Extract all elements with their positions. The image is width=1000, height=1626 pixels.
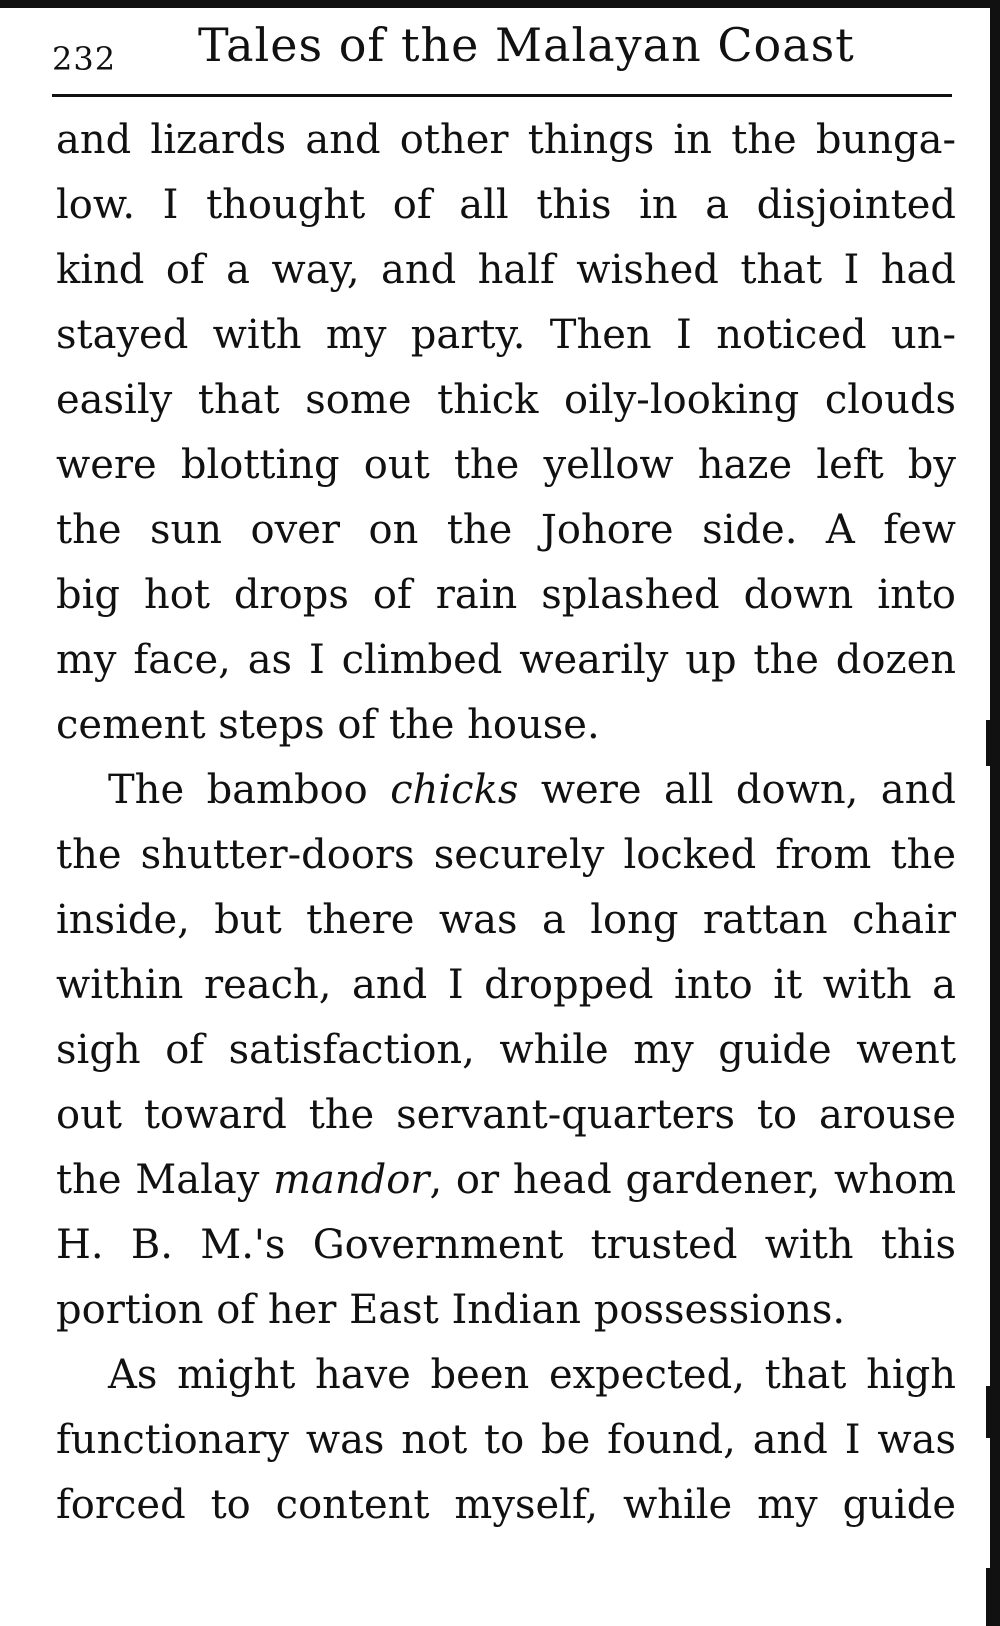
text-segment: the Malay bbox=[56, 1157, 274, 1203]
text-line: cement steps of the house. bbox=[56, 702, 600, 748]
text-line: the sun over on the Johore side. A few bbox=[56, 507, 956, 553]
scan-artifact-mark bbox=[986, 720, 992, 766]
text-segment: The bamboo bbox=[108, 767, 391, 813]
text-line: within reach, and I dropped into it with a bbox=[56, 962, 956, 1008]
italic-term: chicks bbox=[390, 767, 519, 813]
text-segment: , or head gardener, whom bbox=[429, 1157, 957, 1203]
text-line: portion of her East Indian possessions. bbox=[56, 1287, 846, 1333]
text-line: forced to content myself, while my guide bbox=[56, 1482, 956, 1528]
text-line bbox=[56, 1148, 956, 1213]
scan-artifact-mark bbox=[986, 1386, 992, 1438]
text-line: were blotting out the yellow haze left by bbox=[56, 442, 956, 488]
text-line: inside, but there was a long rattan chair bbox=[56, 897, 956, 943]
scan-border-right bbox=[990, 0, 1000, 1626]
scan-artifact-mark bbox=[986, 1568, 992, 1626]
page-header bbox=[52, 18, 952, 80]
text-segment: were all down, and bbox=[518, 767, 956, 813]
text-line: low. I thought of all this in a disjointed bbox=[56, 182, 956, 228]
text-line: easily that some thick oily-looking clouds bbox=[56, 377, 956, 423]
body-text bbox=[56, 108, 956, 1538]
text-line: kind of a way, and half wished that I had bbox=[56, 247, 956, 293]
header-rule bbox=[52, 94, 952, 97]
running-title: Tales of the Malayan Coast bbox=[198, 18, 855, 72]
text-line: sigh of satisfaction, while my guide went bbox=[56, 1027, 956, 1073]
scan-border-top bbox=[0, 0, 1000, 8]
text-line: big hot drops of rain splashed down into bbox=[56, 572, 956, 618]
text-line: my face, as I climbed wearily up the dozen bbox=[56, 637, 956, 683]
text-line: As might have been expected, that high bbox=[108, 1352, 956, 1398]
text-line: and lizards and other things in the bunga- bbox=[56, 117, 956, 163]
text-line: out toward the servant-quarters to arouse bbox=[56, 1092, 956, 1138]
text-line: the shutter-doors securely locked from the bbox=[56, 832, 956, 878]
text-line bbox=[56, 758, 956, 823]
text-line: stayed with my party. Then I noticed un- bbox=[56, 312, 956, 358]
text-line: H. B. M.'s Government trusted with this bbox=[56, 1222, 956, 1268]
text-line: functionary was not to be found, and I was bbox=[56, 1417, 956, 1463]
page-number: 232 bbox=[52, 40, 117, 78]
italic-term: mandor bbox=[273, 1157, 430, 1203]
